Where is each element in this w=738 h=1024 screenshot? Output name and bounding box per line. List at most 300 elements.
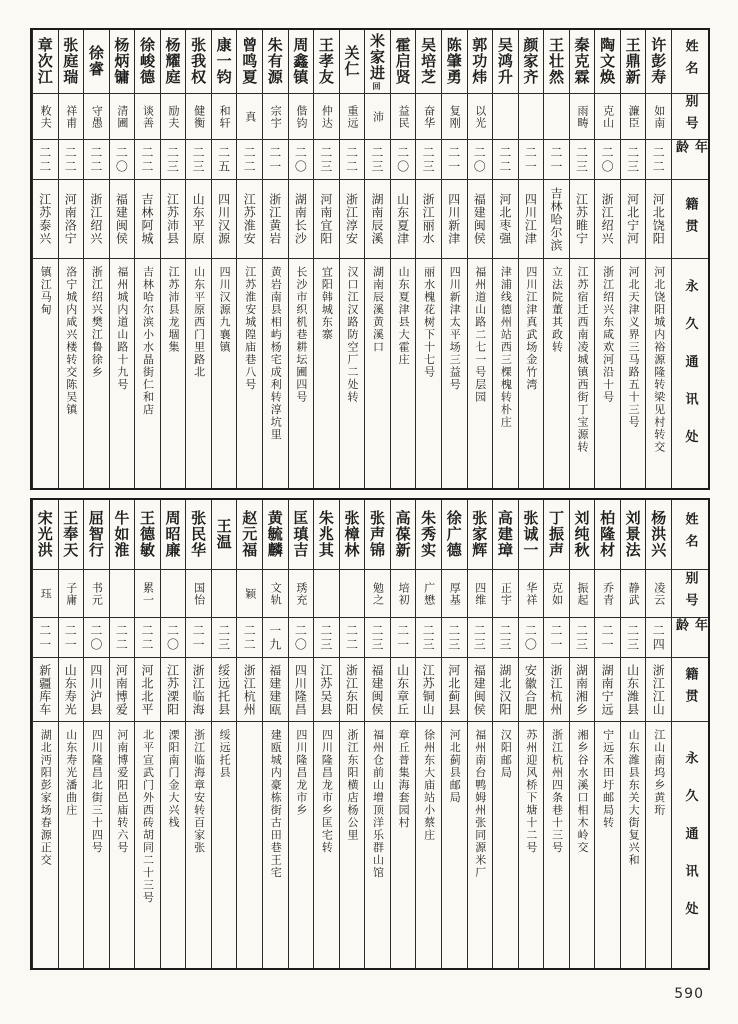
person-alias [544,94,569,140]
person-column [569,500,595,968]
person-age: 二三 [314,140,339,180]
header-age: 年龄 [672,140,708,180]
person-name: 陈肇勇 [444,37,463,85]
person-name: 朱兆其 [316,510,335,558]
person-address: 浙江东阳横店杨公里 [345,729,359,842]
person-address: 宜阳韩城东寨 [320,266,334,341]
person-native-place: 福建闽侯 [110,180,135,259]
person-alias [340,570,365,618]
person-age: 二二 [110,618,135,658]
person-native-place: 山东平原 [186,180,211,259]
person-alias: 颖 [237,570,262,618]
person-name-cell [519,500,544,570]
person-native-place: 福建闽侯 [365,658,390,722]
person-column [288,500,314,968]
person-name-cell [84,500,109,570]
person-name: 高建璋 [495,510,514,558]
person-name: 徐睿 [86,45,105,77]
person-alias: 广懋 [416,570,441,618]
person-native-place: 浙江淳安 [340,180,365,259]
person-address: 福州城内道山路十九号 [115,266,129,391]
person-alias [110,570,135,618]
person-alias: 雨畴 [570,94,595,140]
person-address: 浙江杭州四条巷十三号 [550,729,564,854]
person-alias: 健衡 [186,94,211,140]
header-name: 姓名 [672,30,708,94]
person-name-cell [289,30,314,94]
person-name: 张诚一 [521,510,540,558]
person-name-cell [59,30,84,94]
person-native-place: 四川新津 [442,180,467,259]
person-alias: 祥甫 [59,94,84,140]
person-name: 徐峻德 [137,37,156,85]
person-native-place: 安徽合肥 [519,658,544,722]
person-name-cell [186,30,211,94]
person-column [543,30,569,488]
person-column [109,500,135,968]
person-address: 江苏沛县龙堌集 [167,266,181,354]
person-address: 山东潍县东关大街复兴和 [627,729,641,867]
person-native-place: 湖南宁远 [595,658,620,722]
person-name: 王温 [214,518,233,550]
person-column [58,500,84,968]
header-name: 姓名 [672,500,708,570]
person-name: 王壮然 [546,37,565,85]
person-age: 二〇 [289,140,314,180]
person-alias [212,570,237,618]
person-ethnic-note: 回 [372,82,383,90]
person-name-cell [33,30,58,94]
person-alias: 子庸 [59,570,84,618]
person-name: 王德敏 [137,510,156,558]
person-age: 二三 [570,140,595,180]
person-native-place: 江苏铜山 [416,658,441,722]
column-headers-top [671,30,708,488]
person-name: 高葆新 [393,510,412,558]
person-column [185,30,211,488]
person-age: 二〇 [391,140,416,180]
person-column [492,30,518,488]
person-column [211,500,237,968]
person-name-cell [493,30,518,94]
person-name-cell [646,500,671,570]
person-name: 康一钧 [214,37,233,85]
person-age: 二三 [365,140,390,180]
person-address: 四川隆昌北街三十四号 [90,729,104,854]
person-age: 二二 [340,140,365,180]
person-address: 浙江临海章安转百家张 [192,729,206,854]
person-native-place: 河北饶阳 [646,180,671,259]
person-name: 王孝友 [316,37,335,85]
person-column [236,500,262,968]
person-alias [519,94,544,140]
person-age: 二一 [442,140,467,180]
person-native-place: 江苏淮安 [237,180,262,259]
person-name-cell [365,30,390,94]
person-alias: 培初 [391,570,416,618]
person-address: 山东寿光潘曲庄 [64,729,78,817]
person-native-place: 浙江临海 [186,658,211,722]
person-native-place: 浙江绍兴 [595,180,620,259]
person-name-cell [340,500,365,570]
person-address: 江山南坞乡黄珩 [652,729,666,817]
person-name: 许彭寿 [649,37,668,85]
person-column [185,500,211,968]
person-alias: 勉之 [365,570,390,618]
person-name-cell [237,500,262,570]
person-alias: 重远 [340,94,365,140]
person-name-cell [212,500,237,570]
person-name-cell [161,30,186,94]
person-address: 溧阳南门金大兴栈 [167,729,181,829]
person-age: 二二 [646,140,671,180]
person-alias [314,570,339,618]
person-native-place: 福建建瓯 [263,658,288,722]
person-name: 朱有源 [265,37,284,85]
person-age: 二三 [621,618,646,658]
person-column [569,30,595,488]
person-native-place: 河北枣强 [493,180,518,259]
person-name-cell [391,30,416,94]
person-native-place: 四川江津 [519,180,544,259]
person-column [390,30,416,488]
person-address: 浙江绍兴樊江鲁徐乡 [90,266,104,379]
person-native-place: 江苏睢宁 [570,180,595,259]
person-native-place: 江苏沛县 [161,180,186,259]
person-column [594,500,620,968]
person-alias: 国怡 [186,570,211,618]
person-name-cell [135,30,160,94]
person-age: 二二 [59,140,84,180]
person-native-place: 四川隆昌 [289,658,314,722]
person-name-cell [391,500,416,570]
person-native-place: 湖南辰溪 [365,180,390,259]
person-age: 二〇 [289,618,314,658]
person-alias: 文轨 [263,570,288,618]
person-column [467,500,493,968]
person-name: 章次江 [35,37,54,85]
person-alias: 复刚 [442,94,467,140]
person-native-place: 河南洛宁 [59,180,84,259]
person-name: 曾鸣夏 [240,37,259,85]
person-name-cell [519,30,544,94]
person-native-place: 浙江江山 [646,658,671,722]
person-name-cell [595,30,620,94]
person-native-place: 四川泸县 [84,658,109,722]
person-alias: 琇充 [289,570,314,618]
person-age: 二二 [135,618,160,658]
header-native: 籍贯 [672,658,708,722]
person-name-cell [493,500,518,570]
person-alias: 谈善 [135,94,160,140]
person-native-place: 山东夏津 [391,180,416,259]
person-native-place: 山东章丘 [391,658,416,722]
person-alias: 励夫 [161,94,186,140]
person-name: 张我权 [189,37,208,85]
person-address: 徐州东大庙站小蔡庄 [422,729,436,842]
person-name: 牛如淮 [112,510,131,558]
person-name-cell [442,500,467,570]
person-native-place: 江苏溧阳 [161,658,186,722]
person-age: 二三 [570,618,595,658]
person-alias: 克山 [595,94,620,140]
person-age: 二〇 [519,618,544,658]
person-address: 章丘普集海套园村 [397,729,411,829]
person-name: 张民华 [189,510,208,558]
person-address: 洛宁城内咸兴楼转交陈吴镇 [64,266,78,416]
person-alias: 珏 [33,570,58,618]
person-address: 福州南台鸭姆州张同源米厂 [473,729,487,879]
person-address: 黄岩南县相屿杨宅成利转淳坑里 [269,266,283,441]
person-alias: 振起 [570,570,595,618]
person-name: 周昭廉 [163,510,182,558]
person-name-cell [544,500,569,570]
person-age: 二四 [646,618,671,658]
person-native-place: 浙江东阳 [340,658,365,722]
person-name: 张声锦 [368,510,387,558]
person-address: 镇江马甸 [39,266,53,316]
person-age: 二三 [186,140,211,180]
person-native-place: 湖南湘乡 [570,658,595,722]
person-name-cell [33,500,58,570]
person-age: 二三 [493,618,518,658]
person-column [390,500,416,968]
person-column [415,30,441,488]
person-name-cell [570,500,595,570]
person-name: 霍启贤 [393,37,412,85]
person-alias: 凌云 [646,570,671,618]
person-name: 杨炳镛 [112,37,131,85]
person-native-place: 浙江丽水 [416,180,441,259]
person-address: 山东平原西门里路北 [192,266,206,379]
person-name-cell [314,30,339,94]
person-name-cell [135,500,160,570]
person-name: 匡瑱吉 [291,510,310,558]
person-age: 二三 [416,140,441,180]
person-column [313,30,339,488]
person-native-place: 浙江绍兴 [84,180,109,259]
person-column [620,500,646,968]
person-name-cell [468,30,493,94]
person-native-place: 河南宜阳 [314,180,339,259]
person-address: 河南博爱阳邑庙转六号 [115,729,129,854]
person-name: 陶文焕 [598,37,617,85]
person-address: 湖北沔阳彭家场春源正交 [39,729,53,867]
person-name: 杨耀庭 [163,37,182,85]
person-age: 二一 [59,618,84,658]
person-name-cell [161,500,186,570]
person-age: 二三 [212,618,237,658]
person-address: 四川新津太平场三益号 [448,266,462,391]
person-alias: 益民 [391,94,416,140]
person-age: 二〇 [161,618,186,658]
person-address: 福州仓前山增顶洋乐群山馆 [371,729,385,879]
person-native-place: 浙江黄岩 [263,180,288,259]
person-alias: 濂臣 [621,94,646,140]
person-name: 米家进 [368,33,387,81]
person-native-place: 福建闽侯 [468,658,493,722]
person-native-place: 湖南长沙 [289,180,314,259]
person-address: 四川江津真武场金竹湾 [524,266,538,391]
person-name-cell [416,500,441,570]
column-headers-bottom [671,500,708,968]
person-name-cell [110,500,135,570]
person-name-cell [646,30,671,94]
person-alias: 正宇 [493,570,518,618]
person-alias [161,570,186,618]
person-name-cell [263,500,288,570]
person-address: 汉口江汉路防空厂二处转 [345,266,359,404]
person-address: 湘乡谷水溪口相木岭交 [576,729,590,854]
header-address: 永久通讯处 [682,750,698,940]
person-native-place: 浙江杭州 [237,658,262,722]
person-age: 二二 [33,140,58,180]
person-column [32,500,58,968]
person-address [237,722,262,968]
person-native-place: 四川汉源 [212,180,237,259]
person-name: 颜家齐 [521,37,540,85]
person-alias: 累一 [135,570,160,618]
person-name-cell [340,30,365,94]
person-alias [493,94,518,140]
person-age: 二二 [84,140,109,180]
person-column [492,500,518,968]
person-age: 二五 [212,140,237,180]
person-age: 二三 [621,140,646,180]
person-name-cell [544,30,569,94]
person-column [83,500,109,968]
person-column [262,500,288,968]
table-section-bottom [30,498,710,970]
person-name-cell [237,30,262,94]
person-native-place: 河北北平 [135,658,160,722]
person-alias: 书元 [84,570,109,618]
person-name: 张樟林 [342,510,361,558]
person-age: 一九 [263,618,288,658]
person-name: 丁振声 [546,510,565,558]
person-name: 张家辉 [470,510,489,558]
person-alias: 宗宇 [263,94,288,140]
person-alias: 克如 [544,570,569,618]
person-address: 宁远禾田圩邮局转 [601,729,615,829]
person-native-place: 湖北汉阳 [493,658,518,722]
person-age: 二一 [391,618,416,658]
person-address: 长沙市织机巷耕坛圃四号 [294,266,308,404]
person-column [211,30,237,488]
person-name-cell [84,30,109,94]
person-age: 二一 [544,140,569,180]
person-address: 丽水槐花树下十七号 [422,266,436,379]
person-age: 二〇 [595,140,620,180]
person-name: 屈智行 [86,510,105,558]
person-alias: 以光 [468,94,493,140]
person-age: 二一 [263,140,288,180]
person-name: 吴培芝 [419,37,438,85]
person-column [467,30,493,488]
person-name: 关仁 [342,45,361,77]
person-column [415,500,441,968]
table-section-top [30,28,710,490]
person-age: 二一 [33,618,58,658]
person-alias: 真 [237,94,262,140]
person-column [518,30,544,488]
person-name-cell [621,500,646,570]
person-age: 二三 [442,618,467,658]
person-name: 王鼎新 [623,37,642,85]
person-column [262,30,288,488]
person-column [441,30,467,488]
person-alias: 和轩 [212,94,237,140]
person-native-place: 新疆库车 [33,658,58,722]
person-age: 二三 [468,618,493,658]
person-column [313,500,339,968]
person-address: 河北天津义界三马路五十三号 [627,266,641,429]
person-column [645,30,671,488]
person-column [620,30,646,488]
page-number: 590 [674,986,704,1002]
person-address: 湖南辰溪黄溪口 [371,266,385,354]
person-name: 黄毓麟 [265,510,284,558]
person-address: 河北蓟县邮局 [448,729,462,804]
person-name-cell [59,500,84,570]
person-age: 二〇 [84,618,109,658]
person-native-place: 浙江杭州 [544,658,569,722]
person-alias: 乔青 [595,570,620,618]
person-name-cell [621,30,646,94]
person-name-cell [289,500,314,570]
person-name-cell [186,500,211,570]
person-native-place: 吉林哈尔滨 [544,180,569,259]
person-address: 绥远托县 [218,729,232,779]
header-age: 年龄 [672,618,708,658]
person-age: 二三 [365,618,390,658]
person-column [288,30,314,488]
person-name: 秦克霖 [572,37,591,85]
person-age: 二三 [416,618,441,658]
person-age: 二二 [237,140,262,180]
person-column [441,500,467,968]
person-age: 二二 [237,618,262,658]
person-address: 四川隆昌龙市乡匡宅转 [320,729,334,854]
person-native-place: 江苏泰兴 [33,180,58,259]
person-name: 柏隆材 [598,510,617,558]
person-native-place: 山东寿光 [59,658,84,722]
person-name: 朱秀实 [419,510,438,558]
person-native-place: 绥远托县 [212,658,237,722]
person-name: 吴鸿升 [495,37,514,85]
person-column [58,30,84,488]
person-name: 张庭瑞 [61,37,80,85]
person-name: 赵元福 [240,510,259,558]
person-column [134,30,160,488]
person-age: 二三 [161,140,186,180]
person-address: 江苏宿迁西南凌城镇西街丁宝源转 [576,266,590,454]
person-address: 江苏淮安城隍庙巷八号 [243,266,257,391]
person-column [518,500,544,968]
person-alias: 守愚 [84,94,109,140]
person-name-cell [365,500,390,570]
person-alias: 华祥 [519,570,544,618]
person-age: 二一 [595,618,620,658]
person-alias: 奋华 [416,94,441,140]
person-column [543,500,569,968]
person-address: 津浦线德州站西三棵槐转朴庄 [499,266,513,429]
person-age: 二一 [186,618,211,658]
person-age: 二一 [519,140,544,180]
person-address: 汉阳邮局 [499,729,513,779]
person-name-cell [468,500,493,570]
person-name-cell [110,30,135,94]
